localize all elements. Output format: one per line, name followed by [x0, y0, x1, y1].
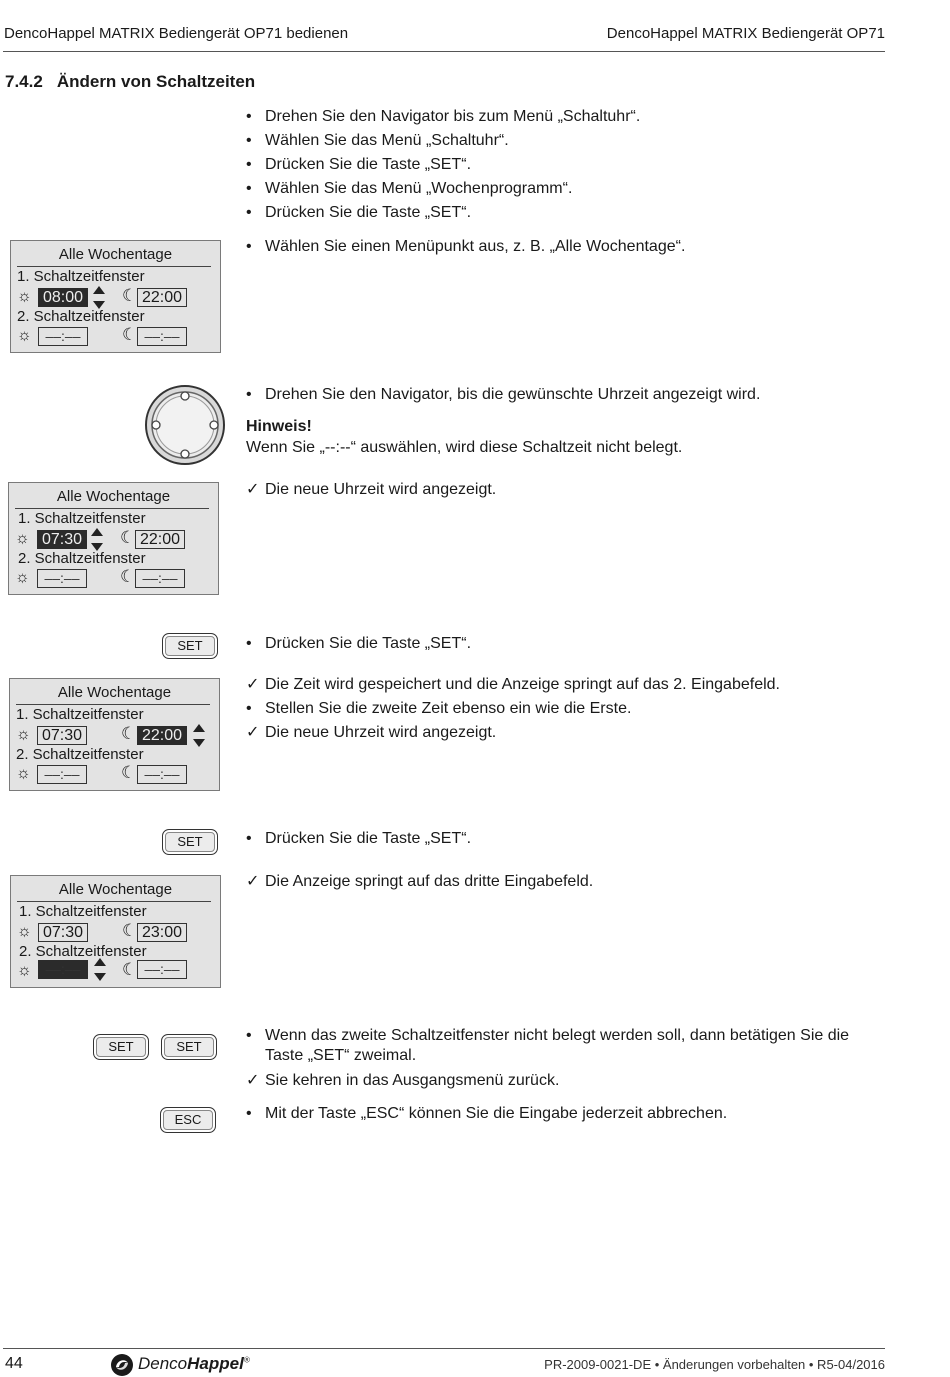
sun-icon: ☼	[17, 923, 32, 940]
lcd-window-1-label: 1. Schaltzeitfenster	[17, 268, 145, 285]
sun-icon: ☼	[16, 726, 31, 743]
check-icon: ✓	[246, 724, 260, 741]
sun-icon: ☼	[15, 569, 30, 586]
sun-icon: ☼	[17, 288, 32, 305]
step-item	[246, 634, 886, 654]
section-title: Ändern von Schaltzeiten	[56, 72, 256, 91]
step-item	[246, 1104, 886, 1124]
moon-icon: ☾	[122, 325, 138, 344]
lcd-title: Alle Wochentage	[57, 684, 172, 701]
lcd-window-2-label: 2. Schaltzeitfenster	[17, 308, 145, 325]
bullet-mark: •	[246, 386, 252, 403]
lcd-window-1-label: 1. Schaltzeitfenster	[19, 903, 147, 920]
step-text: Drücken Sie die Taste „SET“.	[265, 156, 472, 173]
lcd-title: Alle Wochentage	[58, 246, 173, 263]
step-item	[246, 131, 886, 151]
result-text: Die Zeit wird gespeichert und die Anzeige springt auf das 2. Eingabefeld.	[265, 676, 780, 693]
result-item	[246, 480, 886, 500]
footer-rule	[3, 1348, 885, 1349]
check-icon: ✓	[246, 1072, 260, 1089]
time-on-1: 07:30	[38, 923, 88, 942]
up-down-arrows-icon	[192, 724, 206, 750]
set-key-icon: SET	[161, 1034, 217, 1060]
time-off-1: 22:00	[137, 726, 187, 745]
result-item	[246, 1071, 886, 1091]
check-icon: ✓	[246, 481, 260, 498]
step-text: Drücken Sie die Taste „SET“.	[265, 635, 472, 652]
section-heading	[5, 72, 255, 92]
time-on-1: 07:30	[37, 726, 87, 745]
header-right: DencoHappel MATRIX Bediengerät OP71	[606, 25, 885, 42]
step-text: Drehen Sie den Navigator, bis die gewünschte Uhrzeit angezeigt wird.	[265, 386, 761, 403]
lcd-display	[10, 240, 221, 353]
step-text: Stellen Sie die zweite Zeit ebenso ein wie die Erste.	[265, 700, 632, 717]
step-item	[246, 155, 886, 175]
bullet-mark: •	[246, 238, 252, 255]
time-on-1: 08:00	[38, 288, 88, 307]
sun-icon: ☼	[17, 962, 32, 979]
lcd-window-1-label: 1. Schaltzeitfenster	[16, 706, 144, 723]
page-number: 44	[5, 1355, 23, 1372]
result-item	[246, 872, 886, 892]
result-item	[246, 675, 886, 695]
time-on-2: ––:––	[38, 327, 88, 346]
logo-swirl-icon	[110, 1353, 134, 1377]
step-text: Drücken Sie die Taste „SET“.	[265, 830, 472, 847]
section-number: 7.4.2	[5, 72, 43, 91]
moon-icon: ☾	[122, 286, 138, 305]
lcd-window-2-label: 2. Schaltzeitfenster	[18, 550, 146, 567]
set-key-icon: SET	[162, 633, 218, 659]
time-on-2: ––:––	[37, 765, 87, 784]
navigator-knob-icon	[144, 384, 226, 466]
time-on-2: ––:––	[38, 960, 88, 979]
result-text: Die neue Uhrzeit wird angezeigt.	[265, 724, 497, 741]
step-text: Wenn das zweite Schaltzeitfenster nicht belegt werden soll, dann betätigen Sie die Taste „SET“ zweimal.	[265, 1027, 850, 1064]
check-icon: ✓	[246, 676, 260, 693]
set-key-icon: SET	[162, 829, 218, 855]
moon-icon: ☾	[121, 724, 137, 743]
step-text: Drücken Sie die Taste „SET“.	[265, 204, 472, 221]
bullet-mark: •	[246, 204, 252, 221]
time-off-2: ––:––	[135, 569, 185, 588]
bullet-mark: •	[246, 635, 252, 652]
lcd-divider	[16, 704, 210, 705]
lcd-window-2-label: 2. Schaltzeitfenster	[16, 746, 144, 763]
lcd-title: Alle Wochentage	[56, 488, 171, 505]
time-off-1: 22:00	[135, 530, 185, 549]
bullet-mark: •	[246, 156, 252, 173]
step-item	[246, 203, 886, 223]
step-item	[246, 107, 886, 127]
check-icon: ✓	[246, 873, 260, 890]
bullet-mark: •	[246, 1105, 252, 1122]
time-off-2: ––:––	[137, 327, 187, 346]
time-on-1: 07:30	[37, 530, 87, 549]
step-item	[246, 699, 886, 719]
header-rule	[3, 51, 885, 52]
bullet-mark: •	[246, 108, 252, 125]
lcd-display	[8, 482, 219, 595]
step-text: Wählen Sie das Menü „Schaltuhr“.	[265, 132, 509, 149]
time-off-1: 23:00	[137, 923, 187, 942]
sun-icon: ☼	[15, 530, 30, 547]
lcd-window-2-label: 2. Schaltzeitfenster	[19, 943, 147, 960]
time-off-2: ––:––	[137, 960, 187, 979]
bullet-mark: •	[246, 180, 252, 197]
step-item	[246, 237, 886, 257]
lcd-display	[10, 875, 221, 988]
lcd-window-1-label: 1. Schaltzeitfenster	[18, 510, 146, 527]
moon-icon: ☾	[122, 960, 138, 979]
step-item	[246, 1026, 886, 1066]
result-text: Sie kehren in das Ausgangsmenü zurück.	[265, 1072, 560, 1089]
lcd-display	[9, 678, 220, 791]
result-item	[246, 723, 886, 743]
step-item	[246, 385, 886, 405]
step-text: Wählen Sie einen Menüpunkt aus, z. B. „Alle Wochentage“.	[265, 238, 686, 255]
lcd-divider	[15, 508, 209, 509]
set-key-icon: SET	[93, 1034, 149, 1060]
bullet-mark: •	[246, 132, 252, 149]
up-down-arrows-icon	[93, 958, 107, 984]
time-off-1: 22:00	[137, 288, 187, 307]
step-text: Wählen Sie das Menü „Wochenprogramm“.	[265, 180, 573, 197]
bullet-mark: •	[246, 1027, 252, 1044]
step-text: Mit der Taste „ESC“ können Sie die Eingabe jederzeit abbrechen.	[265, 1105, 728, 1122]
esc-key-icon: ESC	[160, 1107, 216, 1133]
sun-icon: ☼	[16, 765, 31, 782]
lcd-divider	[17, 266, 211, 267]
logo-wordmark: DencoHappel®	[138, 1354, 250, 1373]
time-off-2: ––:––	[137, 765, 187, 784]
lcd-divider	[17, 901, 211, 902]
moon-icon: ☾	[120, 528, 136, 547]
hint-block	[246, 416, 682, 458]
bullet-mark: •	[246, 830, 252, 847]
result-text: Die neue Uhrzeit wird angezeigt.	[265, 481, 497, 498]
moon-icon: ☾	[120, 567, 136, 586]
sun-icon: ☼	[17, 327, 32, 344]
time-on-2: ––:––	[37, 569, 87, 588]
step-text: Drehen Sie den Navigator bis zum Menü „Schaltuhr“.	[265, 108, 641, 125]
moon-icon: ☾	[122, 921, 138, 940]
document-reference: PR-2009-0021-DE • Änderungen vorbehalten • R5-04/2016	[544, 1357, 885, 1372]
hint-title: Hinweis!	[246, 418, 312, 435]
result-text: Die Anzeige springt auf das dritte Eingabefeld.	[265, 873, 594, 890]
lcd-title: Alle Wochentage	[58, 881, 173, 898]
header-left: DencoHappel MATRIX Bediengerät OP71 bedienen	[4, 25, 349, 42]
step-item	[246, 179, 886, 199]
step-item	[246, 829, 886, 849]
moon-icon: ☾	[121, 763, 137, 782]
hint-text: Wenn Sie „--:--“ auswählen, wird diese Schaltzeit nicht belegt.	[246, 439, 683, 456]
bullet-mark: •	[246, 700, 252, 717]
